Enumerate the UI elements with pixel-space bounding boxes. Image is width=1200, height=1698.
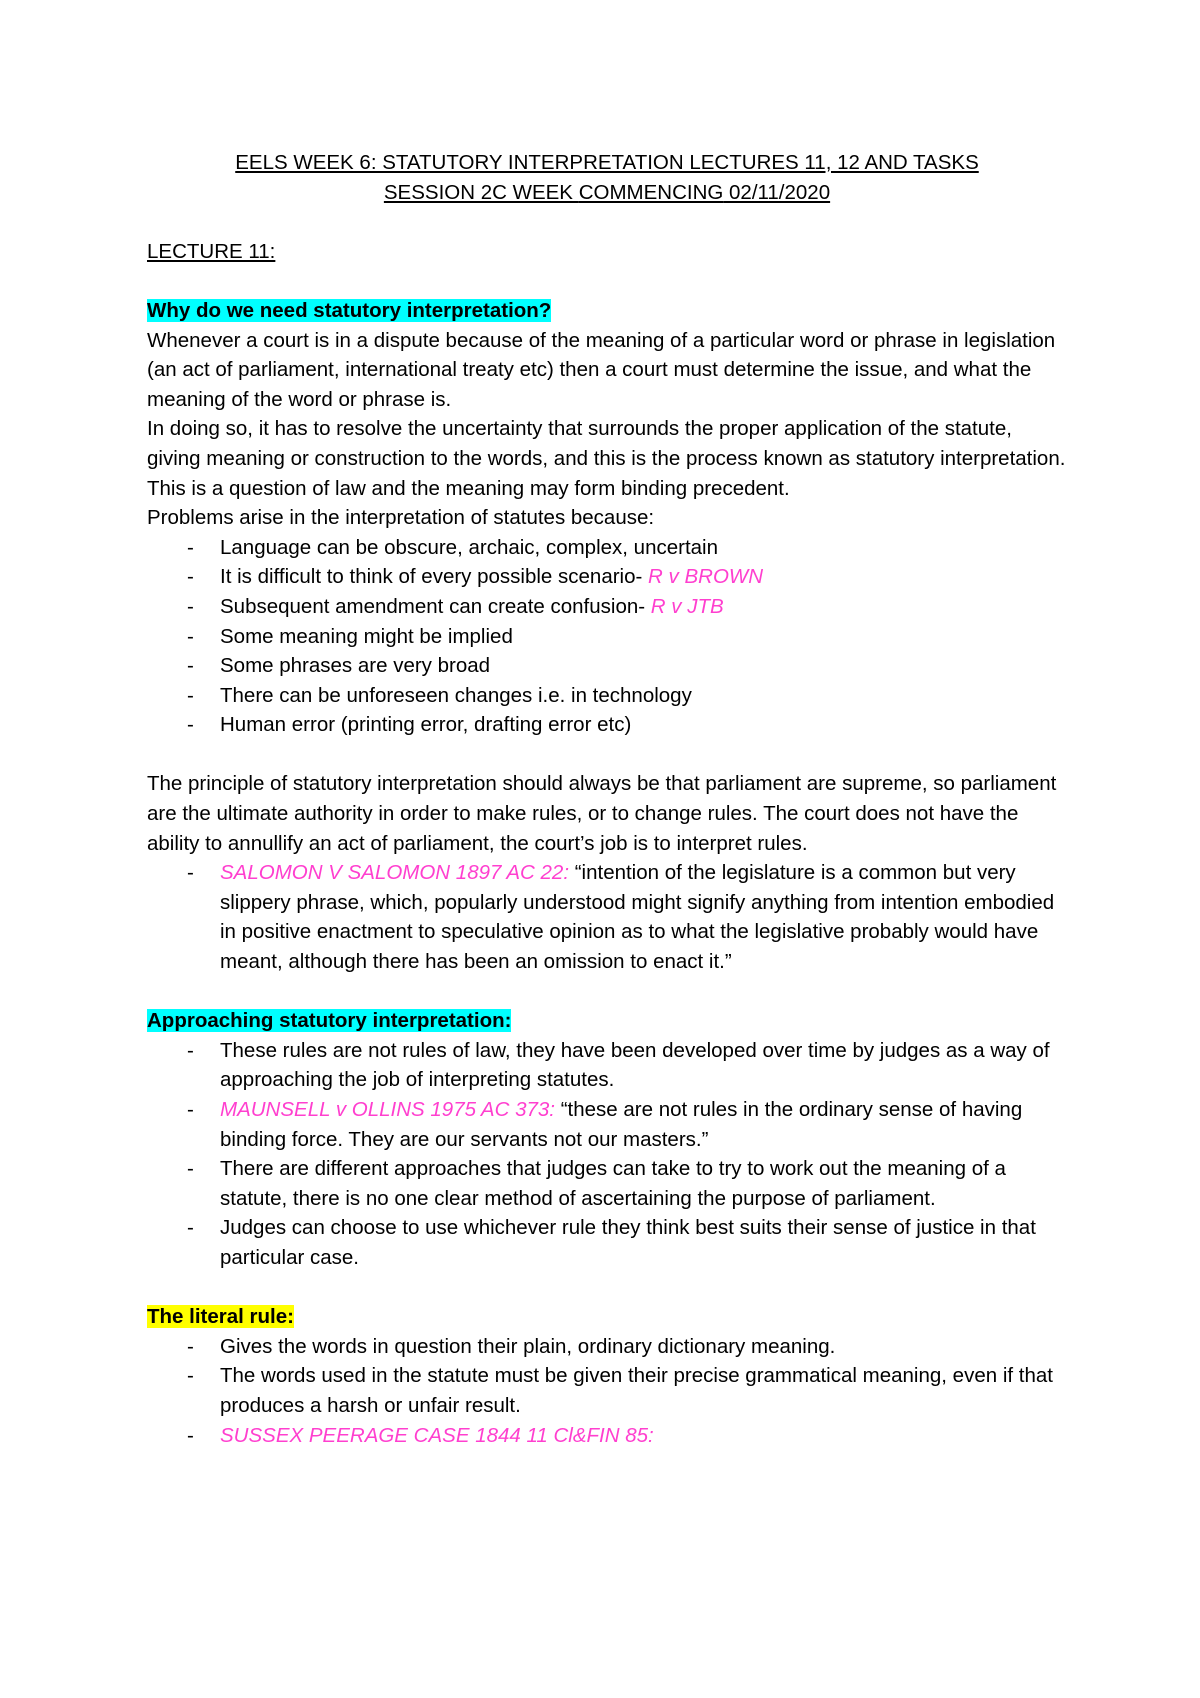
list-item-text: Subsequent amendment can create confusion- bbox=[220, 594, 651, 618]
document-body bbox=[147, 148, 1067, 1450]
lecture-label bbox=[147, 237, 1067, 267]
subtitle-part-3: 02/11/2020 bbox=[723, 180, 831, 204]
section-heading-why bbox=[147, 296, 1067, 326]
subtitle-part-2: COMMENCING bbox=[578, 180, 724, 204]
list-item-text: Judges can choose to use whichever rule they think best suits their sense of justice in that particular case. bbox=[220, 1216, 1036, 1269]
subtitle-part-1: SESSION 2C WEEK bbox=[383, 180, 579, 204]
list-item: - It is difficult to think of every possible scenario- R v BROWN bbox=[187, 565, 764, 589]
case-reference: MAUNSELL v OLLINS 1975 AC 373: bbox=[220, 1098, 556, 1121]
list-item: - MAUNSELL v OLLINS 1975 AC 373: “these are not rules in the ordinary sense of having binding force. They are our servants not our masters.” bbox=[187, 1098, 1023, 1151]
paragraph: Problems arise in the interpretation of statutes because: bbox=[147, 506, 655, 530]
list-item: - Language can be obscure, archaic, complex, uncertain bbox=[187, 535, 719, 559]
list-item-text: “these are not rules in the ordinary sense of having binding force. They are our servants not our masters.” bbox=[220, 1098, 1023, 1151]
list-item-text: It is difficult to think of every possible scenario- bbox=[220, 565, 649, 589]
list-item: - SALOMON V SALOMON 1897 AC 22: “intention of the legislature is a common but very slippery phrase, which, popularly understood might signify anything from intention embodied in positive enactment to speculative opinion as to what the legislative probably would have meant, although there has been an omission to enact it.” bbox=[187, 861, 1055, 974]
document-subtitle bbox=[147, 178, 1067, 208]
section-heading-why-text: Why do we need statutory interpretation? bbox=[147, 298, 552, 322]
paragraph: In doing so, it has to resolve the uncertainty that surrounds the proper application of the statute, giving meaning or construction to the words, and this is the process known as statutory interpretation. bbox=[147, 417, 1066, 470]
list-item-text: Language can be obscure, archaic, complex, uncertain bbox=[220, 535, 719, 559]
list-item-text: There are different approaches that judges can take to try to work out the meaning of a statute, there is no one clear method of ascertaining the purpose of parliament. bbox=[220, 1157, 1006, 1210]
list-item-text: Some meaning might be implied bbox=[220, 624, 513, 648]
principle-paragraph: The principle of statutory interpretation should always be that parliament are supreme, so parliament are the ultimate authority in order to make rules, or to change rules. The court does not have the ability to annullify an act of parliament, the court’s job is to interpret rules. bbox=[147, 772, 1057, 855]
section-heading-approaching bbox=[147, 1006, 1067, 1036]
case-reference: SALOMON V SALOMON 1897 AC 22: bbox=[220, 861, 570, 885]
list-item-text: Human error (printing error, drafting error etc) bbox=[220, 713, 632, 737]
quote-list bbox=[147, 858, 1067, 976]
list-item-text: These rules are not rules of law, they have been developed over time by judges as a way of approaching the job of interpreting statutes. bbox=[220, 1038, 1050, 1092]
case-reference: SUSSEX PEERAGE CASE 1844 11 Cl&FIN 85: bbox=[220, 1423, 654, 1447]
list-item-text: The words used in the statute must be given their precise grammatical meaning, even if that produces a harsh or unfair result. bbox=[220, 1364, 1053, 1417]
case-reference: R v BROWN bbox=[648, 565, 764, 589]
list-item-text: There can be unforeseen changes i.e. in technology bbox=[220, 683, 692, 707]
list-item: - Subsequent amendment can create confusion- R v JTB bbox=[187, 594, 724, 618]
list-item: - Human error (printing error, drafting error etc) bbox=[187, 713, 632, 737]
list-item: - These rules are not rules of law, they have been developed over time by judges as a way of approaching the job of interpreting statutes. bbox=[187, 1038, 1050, 1092]
paragraph: This is a question of law and the meaning may form binding precedent. bbox=[147, 476, 790, 500]
quote-text: “intention of the legislature is a common but very slippery phrase, which, popularly understood might signify anything from intention embodied in positive enactment to speculative opinion as to what the legislative probably would have meant, although there has been an omission to enact it.” bbox=[220, 861, 1055, 974]
list-item: - Some phrases are very broad bbox=[187, 654, 491, 678]
list-item: - Judges can choose to use whichever rule they think best suits their sense of justice in that particular case. bbox=[187, 1216, 1036, 1269]
section-heading-literal-text: The literal rule: bbox=[147, 1305, 294, 1329]
list-item-text: Some phrases are very broad bbox=[220, 654, 491, 678]
list-item: - There can be unforeseen changes i.e. in technology bbox=[187, 683, 692, 707]
approaching-list bbox=[147, 1036, 1067, 1273]
literal-list bbox=[147, 1332, 1067, 1450]
paragraph: Whenever a court is in a dispute because of the meaning of a particular word or phrase in legislation (an act of parliament, international treaty etc) then a court must determine the issue, and what the meaning of the word or phrase is. bbox=[147, 328, 1056, 411]
section-heading-approaching-text: Approaching statutory interpretation: bbox=[147, 1009, 512, 1033]
list-item: - Some meaning might be implied bbox=[187, 624, 513, 648]
section-heading-literal bbox=[147, 1302, 1067, 1332]
document-title: EELS WEEK 6: STATUTORY INTERPRETATION LECTURES 11, 12 AND TASKS bbox=[235, 151, 979, 174]
list-item-text: Gives the words in question their plain, ordinary dictionary meaning. bbox=[220, 1334, 836, 1358]
list-item: - There are different approaches that judges can take to try to work out the meaning of a statute, there is no one clear method of ascertaining the purpose of parliament. bbox=[187, 1157, 1006, 1210]
list-item: - Gives the words in question their plain, ordinary dictionary meaning. bbox=[187, 1334, 836, 1358]
lecture-label-text: LECTURE 11: bbox=[147, 239, 276, 263]
list-item: - The words used in the statute must be given their precise grammatical meaning, even if that produces a harsh or unfair result. bbox=[187, 1364, 1053, 1417]
problems-list bbox=[147, 533, 1067, 740]
list-item: - SUSSEX PEERAGE CASE 1844 11 Cl&FIN 85: bbox=[187, 1423, 654, 1447]
case-reference: R v JTB bbox=[650, 594, 724, 618]
